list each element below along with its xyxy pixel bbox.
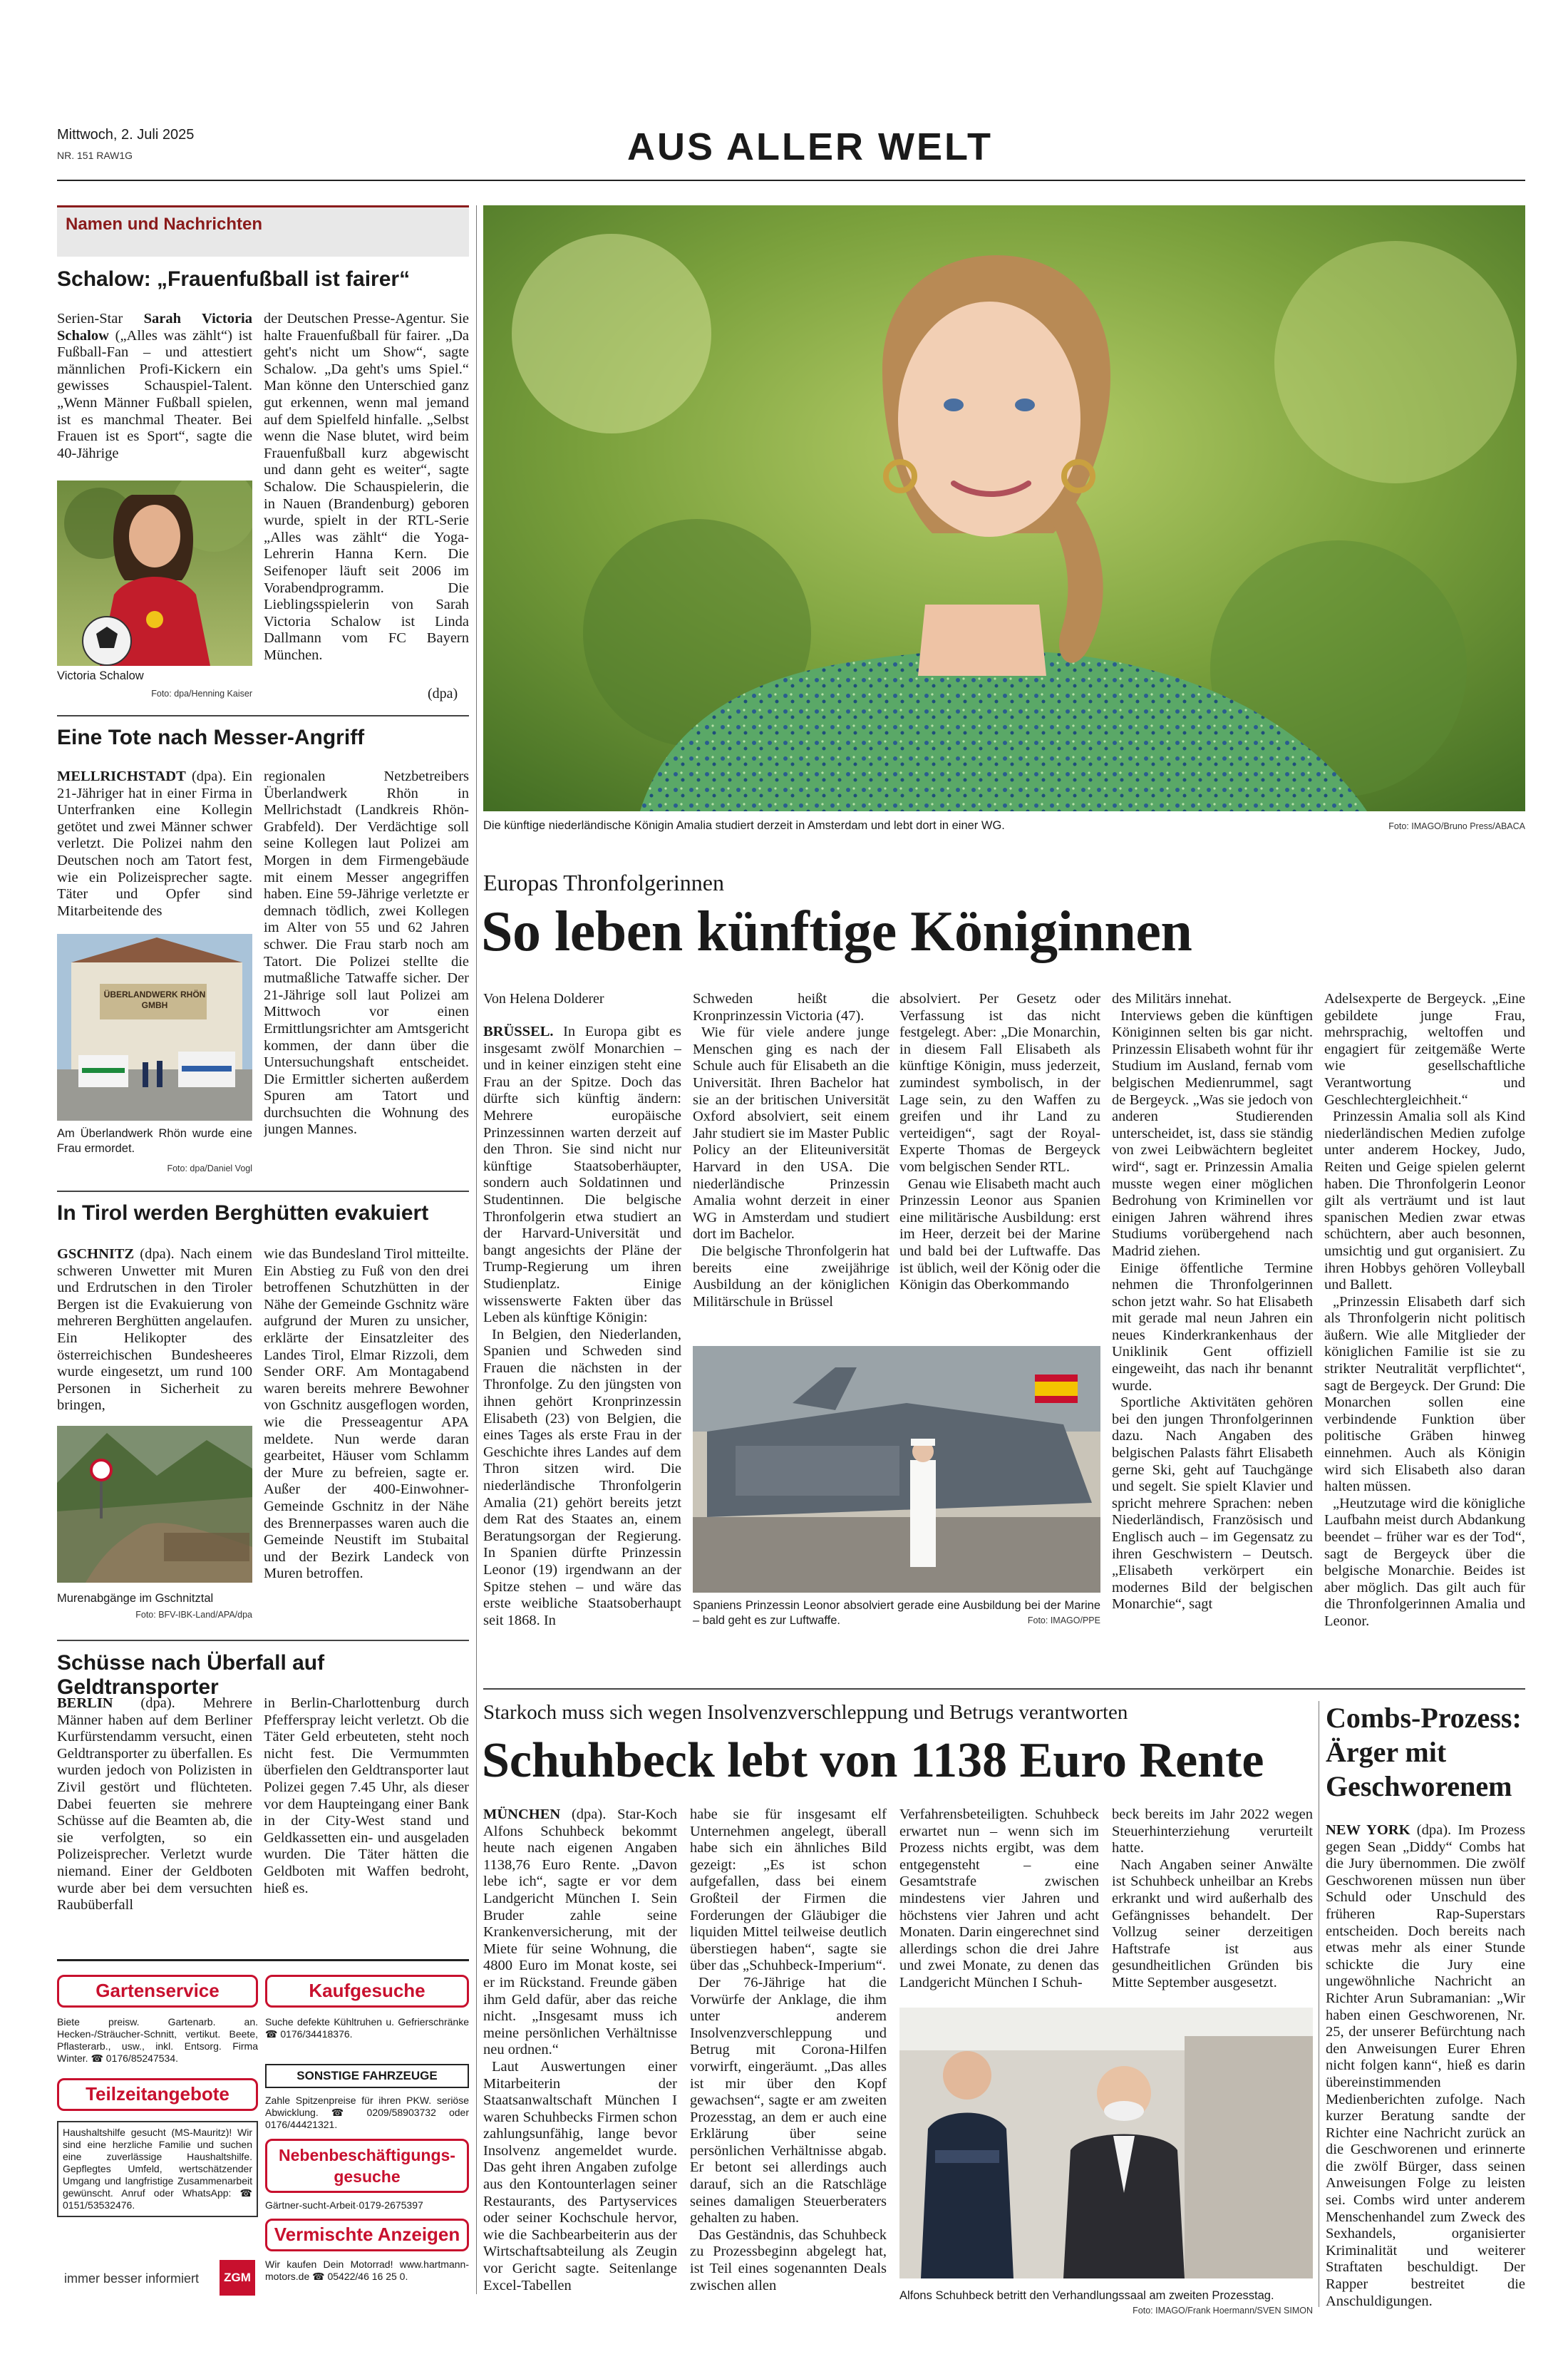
schalow-tag: (dpa) bbox=[428, 686, 458, 702]
combs-text: NEW YORK (dpa). Im Prozess gegen Sean „Diddy“ Combs hat die Jury übernommen. Die zwölf Geschworenen müssen nun über Schuld oder Unschuld des früheren Rap-Superstars entscheiden. Doch bereits nach etwas mehr als einer Stunde schickte die Jury eine ungewöhnliche Nachricht an Richter Arun Subramanian: „Wir haben einen Geschworenen, Nr. 25, der unserer Befürchtung nach den Anweisungen Eurer Ehren nicht folgen kann“, hieß es darin übereinstimmenden Medienberichten zufolge. Nach kurzer Beratung sandte der Richter eine Nachricht zurück an die Geschworenen und erinnerte die zwölf Bürger, dass seinen Anweisungen Folge zu leisten sei. Combs wird unter anderem Menschenhandel zum Zweck des Sexhandels, organisierter Kriminalität und weiterer Straftaten beschuldigt. Der Rapper bestreitet die Anschuldigungen. bbox=[1326, 1822, 1525, 2309]
divider bbox=[483, 1688, 1525, 1690]
divider bbox=[57, 1959, 469, 1961]
amalia-col5: Adelsexperte de Bergeyck. „Eine gebildete junge Frau, mehrsprachig, weltoffen und engagiert für zeitgemäße Werte wie gesellschaftliche Verantwortung und Geschlechtergleichheit.“ Prinzessin Amalia soll als Kind niederländischen Medien zufolge unter anderem Hockey, Judo, Reiten und Geige spielen gelernt haben. Die Thronfolgerin Leonor gilt als verträumt und ist laut spanischen Medien zwar etwas schüchtern, aber auch besonnen, umsichtig und gut organisiert. Zu ihren Hobbys gehören Volleyball und Ballett. „Prinzessin Elisabeth darf sich als Thronfolgerin nicht politisch äußern. Wie alle Mitglieder der königlichen Familie ist sie zu strikter Neutralität verpflichtet“, sagt de Bergeyck. Der Grund: Die Monarchen sollen eine verbindende Funktion über politische Gräben hinweg einnehmen. Auch als Königin wird sich Elisabeth also daran halten müssen. „Heutzutage wird die königliche Laufbahn meist durch Abdankung beendet – früher war es der Tod“, sagt de Bergeyck über die belgische Monarchie. Beides ist aber möglich. Das gilt auch für die Thronfolgerinnen Amalia und Leonor. bbox=[1324, 991, 1525, 1629]
amalia-photo-caption: Die künftige niederländische Königin Amalia studiert derzeit in Amsterdam und lebt dort in einer WG. bbox=[483, 819, 1005, 832]
ad-kauf-text: Suche defekte Kühltruhen u. Gefrierschränke ☎ 0176/34418376. bbox=[265, 2016, 469, 2040]
tirol-credit: Foto: BFV-IBK-Land/APA/dpa bbox=[135, 1610, 252, 1620]
schuhbeck-credit: Foto: IMAGO/Frank Hoermann/SVEN SIMON bbox=[1133, 2306, 1313, 2316]
geld-col1: BERLIN (dpa). Mehrere Männer haben auf dem Berliner Kurfürstendamm versucht, einen Geldtransporter zu überfallen. Es wurden jedoch von Polizisten in Zivil gestört und flüchteten. Dabei feuerten sie mehrere Schüsse auf die Beamten ab, die sie verfolgten, so ein Polizeisprecher. Verletzt wurde niemand. Einer der Geldboten wurde aber bei dem versuchten Raubüberfall bbox=[57, 1695, 252, 1913]
issue-date: Mittwoch, 2. Juli 2025 bbox=[57, 127, 195, 143]
schuhbeck-kicker: Starkoch muss sich wegen Insolvenzverschleppung und Betrugs verantworten bbox=[483, 1701, 1128, 1724]
ad-vermischt-text: Wir kaufen Dein Motorrad! www.hartmann-motors.de ☎ 05422/46 16 25 0. bbox=[265, 2259, 469, 2282]
column-rule bbox=[476, 205, 477, 2294]
amalia-photo-credit: Foto: IMAGO/Bruno Press/ABACA bbox=[1388, 821, 1525, 831]
zgm-logo: ZGM bbox=[220, 2260, 255, 2296]
schuhbeck-col4: beck bereits im Jahr 2022 wegen Steuerhinterziehung verurteilt hatte. Nach Angaben seiner Anwälte ist Schuhbeck unheilbar an Krebs erkrankt und wird außerhalb des Gefängnisses behandelt. Der Vollzug seiner derzeitigen Haftstrafe ist aus gesundheitlichen Gründen bis Mitte September ausgesetzt. bbox=[1112, 1807, 1313, 1990]
schuhbeck-photo bbox=[899, 2008, 1313, 2278]
schalow-credit: Foto: dpa/Henning Kaiser bbox=[151, 689, 252, 699]
ad-garten-text: Biete preisw. Gartenarb. an. Hecken-/Sträucher-Schnitt, vertikut. Beete, Pflasterarb., usw., inkl. Entsorg. Firma Winter. ☎ 0176/85247534. bbox=[57, 2016, 258, 2064]
messer-photo bbox=[57, 934, 252, 1121]
messer-caption: Am Überlandwerk Rhön wurde eine Frau ermordet. bbox=[57, 1127, 252, 1155]
issue-number: NR. 151 RAW1G bbox=[57, 150, 133, 161]
schuhbeck-col2: habe sie für insgesamt elf Unternehmen angelegt, überall habe sich ein ähnliches Bild gezeigt: „Es ist schon aufgefallen, dass bei einem Großteil der Firmen die Forderungen der Gläubiger die liquiden Mittel teilweise deutlich überstiegen haben“, sagte sie über das „Schuhbeck-Imperium“. Der 76-Jährige hat die Vorwürfe der Anklage, die ihm unter anderem Insolvenzverschleppung und Betrug mit Corona-Hilfen vorwirft, eingeräumt. „Das alles ist mir über den Kopf gewachsen“, sagte er am zweiten Prozesstag, an dem er auch eine Erklärung über seine persönlichen Verhältnisse abgab. Er betont sei allerdings auch darauf, sich an die Ratschläge seines damaligen Steuerberaters gehalten zu haben. Das Geständnis, das Schuhbeck zu Prozessbeginn abgelegt hat, ist Teil eines sogenannten Deals zwischen allen bbox=[690, 1807, 887, 2293]
leonor-credit: Foto: IMAGO/PPE bbox=[1027, 1615, 1100, 1625]
schuhbeck-headline: Schuhbeck lebt von 1138 Euro Rente bbox=[482, 1733, 1264, 1788]
amalia-kicker: Europas Thronfolgerinnen bbox=[483, 870, 724, 895]
schuhbeck-caption: Alfons Schuhbeck betritt den Verhandlungssaal am zweiten Prozesstag. bbox=[899, 2289, 1274, 2302]
messer-headline: Eine Tote nach Messer-Angriff bbox=[57, 726, 365, 749]
section-label-box bbox=[57, 205, 469, 257]
ad-garten-head: Gartenservice bbox=[57, 1975, 258, 2008]
ad-fahrzeuge-text: Zahle Spitzenpreise für ihren PKW. seriöse Abwicklung. ☎ 0209/58903732 oder 0176/44421321. bbox=[265, 2095, 469, 2130]
amalia-col1: BRÜSSEL. In Europa gibt es insgesamt zwölf Monarchien – und in keiner einzigen steht eine Frau an der Spitze. Doch das dürfte sich künftig ändern: Mehrere europäische Prinzessinnen warten derzeit auf den Thron. Sie sind nicht nur künftige Staatsoberhäupter, sondern auch Soldatinnen und Studentinnen. Die belgische Thronfolgerin etwa studiert an der Harvard-Universität und bangt angesichts der Pläne der Trump-Regierung um ihren Studienplatz. Einige wissenswerte Fakten über das Leben als künftige Königin: In Belgien, den Niederlanden, Spanien und Schweden sind Frauen die nächsten in der Thronfolge. Zu den jüngsten von ihnen gehört Kronprinzessin Elisabeth (23) von Belgien, die eines Tages als erste Frau in der Geschichte ihres Landes auf dem Thron sitzen wird. Die niederländische Thronfolgerin Amalia (21) gehört bereits jetzt dem Rat des Staates an, einem Beratungsorgan der Regierung. In Spanien dürfte Prinzessin Leonor (19) irgendwann an der Spitze stehen – und wäre das erste weibliche Staatsoberhaupt seit 1868. In bbox=[483, 1024, 681, 1628]
tirol-headline: In Tirol werden Berghütten evakuiert bbox=[57, 1201, 429, 1225]
amalia-photo bbox=[483, 205, 1525, 811]
tirol-col2: wie das Bundesland Tirol mitteilte. Ein Abstieg zu Fuß von den drei betroffenen Schutzhütten in der Nähe der Gemeinde Gschnitz wäre aufgrund der Muren zu unsicher, erklärte der Einsatzleiter des Landes Tirol, Elmar Rizzoli, dem Sender ORF. Am Montagabend waren bereits mehrere Bewohner von Gschnitz ausgeflogen worden, wie die Presseagentur APA meldete. Nun werde daran gearbeitet, Häuser vom Schlamm der Mure zu befreien, sagte er. Außer der 400-Einwohner-Gemeinde Gschnitz in der Nähe des Brennerpasses waren auch die Gemeinde Neustift im Stubaital und der Bezirk Landeck von Muren betroffen. bbox=[264, 1246, 469, 1582]
messer-col1: MELLRICHSTADT (dpa). Ein 21-Jähriger hat in einer Firma in Unterfranken eine Kollegin getötet und zwei Männer schwer verletzt. Die Polizei nahm den Deutschen noch am Tatort fest, wie ein Polizeisprecher sagte. Täter und Opfer sind Mitarbeitende des bbox=[57, 769, 252, 919]
messer-credit: Foto: dpa/Daniel Vogl bbox=[167, 1163, 252, 1173]
geld-headline: Schüsse nach Überfall auf Geldtransporter bbox=[57, 1651, 325, 1699]
amalia-col2: Schweden heißt die Kronprinzessin Victoria (47). Wie für viele andere junge Menschen ging es nach der Schule auch für Elisabeth an die Universität. Ihren Bachelor hat sie an der britischen Universität Oxford absolviert, seit einem Jahr studiert sie im Master Public Policy an der Eliteuniversität Harvard in den USA. Die niederländische Prinzessin Amalia wohnt derzeit in einer WG in Amsterdam und studiert dort im Bachelor. Die belgische Thronfolgerin hat bereits eine zweijährige Ausbildung an der königlichen Militärschule in Brüssel bbox=[693, 991, 889, 1310]
messer-col2: regionalen Netzbetreibers Überlandwerk Rhön in Mellrichstadt (Landkreis Rhön-Grabfeld). Der Verdächtige soll seine Kollegen laut Polizei am Morgen in dem Firmengebäude mit einem Messer angegriffen haben. Eine 59-Jährige verletzte er demnach tödlich, zwei Kollegen im Alter von 55 und 62 Jahren schwer. Die Frau starb noch am Tatort. Die Polizei stellte die mutmaßliche Tatwaffe sicher. Der 21-Jährige soll laut Polizei am Mittwoch vor einen Ermittlungsrichter am Amtsgericht kommen, der dann über die Untersuchungshaft entscheidet. Die Ermittler sicherten außerdem Spuren am Tatort und durchsuchten die Wohnung des jungen Mannes. bbox=[264, 769, 469, 1138]
ad-neben-text: Gärtner-sucht-Arbeit·0179-2675397 bbox=[265, 2199, 423, 2211]
messer-sign: ÜBERLANDWERK RHÖN GMBH bbox=[103, 990, 206, 1010]
schalow-col2: der Deutschen Presse-Agentur. Sie halte Frauenfußball für fairer. „Da geht's nicht um Show“, sagte Schalow. „Da geht's ums Spiel.“ Man könne den Unterschied ganz gut erkennen, wenn mal jemand auf dem Spielfeld hinfalle. „Selbst wenn die Nase blutet, wird beim Frauenfußball kurz abgewischt und dann geht es weiter“, sagte Schalow. Die Schauspielerin, die in Nauen (Brandenburg) geboren wurde, spielt in der RTL-Serie „Alles was zählt“ die Yoga-Lehrerin Hanna Kern. Die Seifenoper läuft seit 2006 im Vorabendprogramm. Die Lieblingsspielerin von Sarah Victoria Schalow ist Linda Dallmann vom FC Bayern München. bbox=[264, 311, 469, 663]
amalia-byline: Von Helena Dolderer bbox=[483, 991, 604, 1007]
ad-fahrzeuge-head: SONSTIGE FAHRZEUGE bbox=[265, 2064, 469, 2088]
ad-teilzeit-head: Teilzeitangebote bbox=[57, 2078, 258, 2111]
ad-neben-head: Nebenbeschäftigungs-gesuche bbox=[265, 2139, 469, 2193]
tirol-photo bbox=[57, 1426, 252, 1583]
ad-vermischt-head: Vermischte Anzeigen bbox=[265, 2219, 469, 2251]
combs-headline: Combs-Prozess: Ärger mit Geschworenem bbox=[1326, 1702, 1522, 1802]
schuhbeck-col3: Verfahrensbeteiligten. Schuhbeck erwartet nun – wenn sich im Prozess nichts ergibt, was dem entgegensteht – eine Gesamtstrafe zwischen mindestens vier Jahren und höchstens vier Jahren und acht Monaten. Darin eingerechnet sind allerdings schon die drei Jahre und zwei Monate, zu denen das Landgericht München I Schuh- bbox=[899, 1807, 1099, 1990]
schalow-col1: Serien-Star Sarah Victoria Schalow („Alles was zählt“) ist Fußball-Fan – und attestiert männlichen Profi-Kickern ein gewisses Schauspiel-Talent. „Wenn Männer Fußball spielen, ist es manchmal Theater. Bei Frauen ist es Sport“, sagte die 40-Jährige bbox=[57, 311, 252, 461]
ad-kauf-head: Kaufgesuche bbox=[265, 1975, 469, 2008]
leonor-caption: Spaniens Prinzessin Leonor absolviert gerade eine Ausbildung bei der Marine – bald geht es zur Luftwaffe. bbox=[693, 1599, 1100, 1627]
tirol-caption: Murenabgänge im Gschnitztal bbox=[57, 1592, 214, 1605]
schalow-headline: Schalow: „Frauenfußball ist fairer“ bbox=[57, 267, 411, 291]
schalow-photo bbox=[57, 481, 252, 666]
divider bbox=[57, 1640, 469, 1641]
ad-teilzeit-text: Haushaltshilfe gesucht (MS-Mauritz)! Wir sind eine herzliche Familie und suchen eine zuverlässige Haushaltshilfe. Gepflegtes Umfeld, wertschätzender Umgang und langfristige Zusammenarbeit gewünscht. Anruf oder WhatsApp: ☎ 0151/53532476. bbox=[57, 2121, 258, 2217]
footer-slogan: immer besser informiert bbox=[64, 2271, 200, 2286]
amalia-col4: des Militärs innehat. Interviews geben die künftigen Königinnen selten bis gar nicht. Prinzessin Elisabeth wohnt für ihr Studium im Ausland, fernab vom belgischen Medienrummel, sagt de Bergeyck. „Was sie jedoch von anderen Studierenden unterscheidet, ist, dass sie ständig von zwei Leibwächtern begleitet wird“, sagt er. Prinzessin Amalia musste wegen einer möglichen Bedrohung von Kriminellen vor einigen Jahren während ihres Studiums vorübergehend nach Madrid ziehen. Einige öffentliche Termine nehmen die Thronfolgerinnen schon jetzt wahr. So hat Elisabeth mit gerade mal neun Jahren ein neues Kinderkrankenhaus der Uniklinik Gent offiziell eingeweiht, das nach ihr benannt wurde. Sportliche Aktivitäten gehören bei den jungen Thronfolgerinnen dazu. Nach Angaben des belgischen Palasts fährt Elisabeth gerne Ski, geht auf Tauchgänge und segelt. Sie spielt Klavier und spricht mehrere Sprachen: neben Niederländisch, Französisch und Englisch auch – im Gegensatz zu ihren Geschwistern – Deutsch. „Elisabeth verkörpert ein modernes Bild der belgischen Monarchie“, sagt bbox=[1112, 991, 1313, 1613]
tirol-col1: GSCHNITZ (dpa). Nach einem schweren Unwetter mit Muren und Erdrutschen in den Tiroler Bergen ist die Evakuierung von mehreren Berghütten angelaufen. Ein Helikopter des österreichischen Bundesheeres wurde eingesetzt, um rund 100 Personen in Sicherheit zu bringen, bbox=[57, 1246, 252, 1414]
schalow-caption: Victoria Schalow bbox=[57, 669, 144, 682]
leonor-photo bbox=[693, 1346, 1100, 1593]
divider bbox=[57, 1191, 469, 1192]
schuhbeck-col1: MÜNCHEN (dpa). Star-Koch Alfons Schuhbeck bekommt heute nach eigenen Angaben 1138,76 Euro Rente. „Davon lebe ich“, sagte er vor dem Landgericht München I. Sein Bruder zahle seine Krankenversicherung, mit der Miete für seine Wohnung, die 4800 Euro im Monat koste, sei er im Rückstand. Freunde gäben ihm Geld dafür, aber das reiche nicht. „Insgesamt muss ich meine persönlichen Verhältnisse neu ordnen.“ Laut Auswertungen einer Mitarbeiterin der Staatsanwaltschaft München I waren Schuhbecks Firmen schon zahlungsunfähig, lange bevor Insolvenz angemeldet wurde. Das geht ihren Angaben zufolge aus den Kontounterlagen seiner Restaurants, des Partyservices oder seiner Kochschule hervor, wie die Sachbearbeiterin aus der Wirtschaftsabteilung als Zeugin vor Gericht sagte. Seitenlange Excel-Tabellen bbox=[483, 1807, 677, 2293]
header-rule bbox=[57, 180, 1525, 181]
page-rubric: AUS ALLER WELT bbox=[627, 125, 993, 168]
divider bbox=[57, 715, 469, 716]
amalia-col3: absolviert. Per Gesetz oder Verfassung ist das nicht festgelegt. Aber: „Die Monarchin, in diesem Fall Elisabeth als künftige Königin, muss jederzeit, zumindest symbolisch, in der Lage sein, zu den Waffen zu greifen und ihr Land zu verteidigen“, sagt der Royal-Experte Thomas de Bergeyck vom belgischen Sender RTL. Genau wie Elisabeth macht auch Prinzessin Leonor aus Spanien eine militärische Ausbildung: erst im Heer, derzeit bei der Marine und bald bei der Luftwaffe. Das ist üblich, weil der König oder die Königin das Oberkommando bbox=[899, 991, 1100, 1293]
section-label: Namen und Nachrichten bbox=[66, 215, 263, 234]
amalia-headline: So leben künftige Königinnen bbox=[481, 900, 1192, 963]
geld-col2: in Berlin-Charlottenburg durch Pfefferspray leicht verletzt. Ob die Täter Geld erbeuteten, steht noch nicht fest. Die Vermummten überfielen den Geldtransporter laut Polizei gegen 7.45 Uhr, als dieser vor dem Haupteingang einer Bank in der City-West stand und Geldkassetten ein- und ausgeladen wurden. Die Täter hätten die Geldboten mit Waffen bedroht, hieß es. bbox=[264, 1695, 469, 1896]
